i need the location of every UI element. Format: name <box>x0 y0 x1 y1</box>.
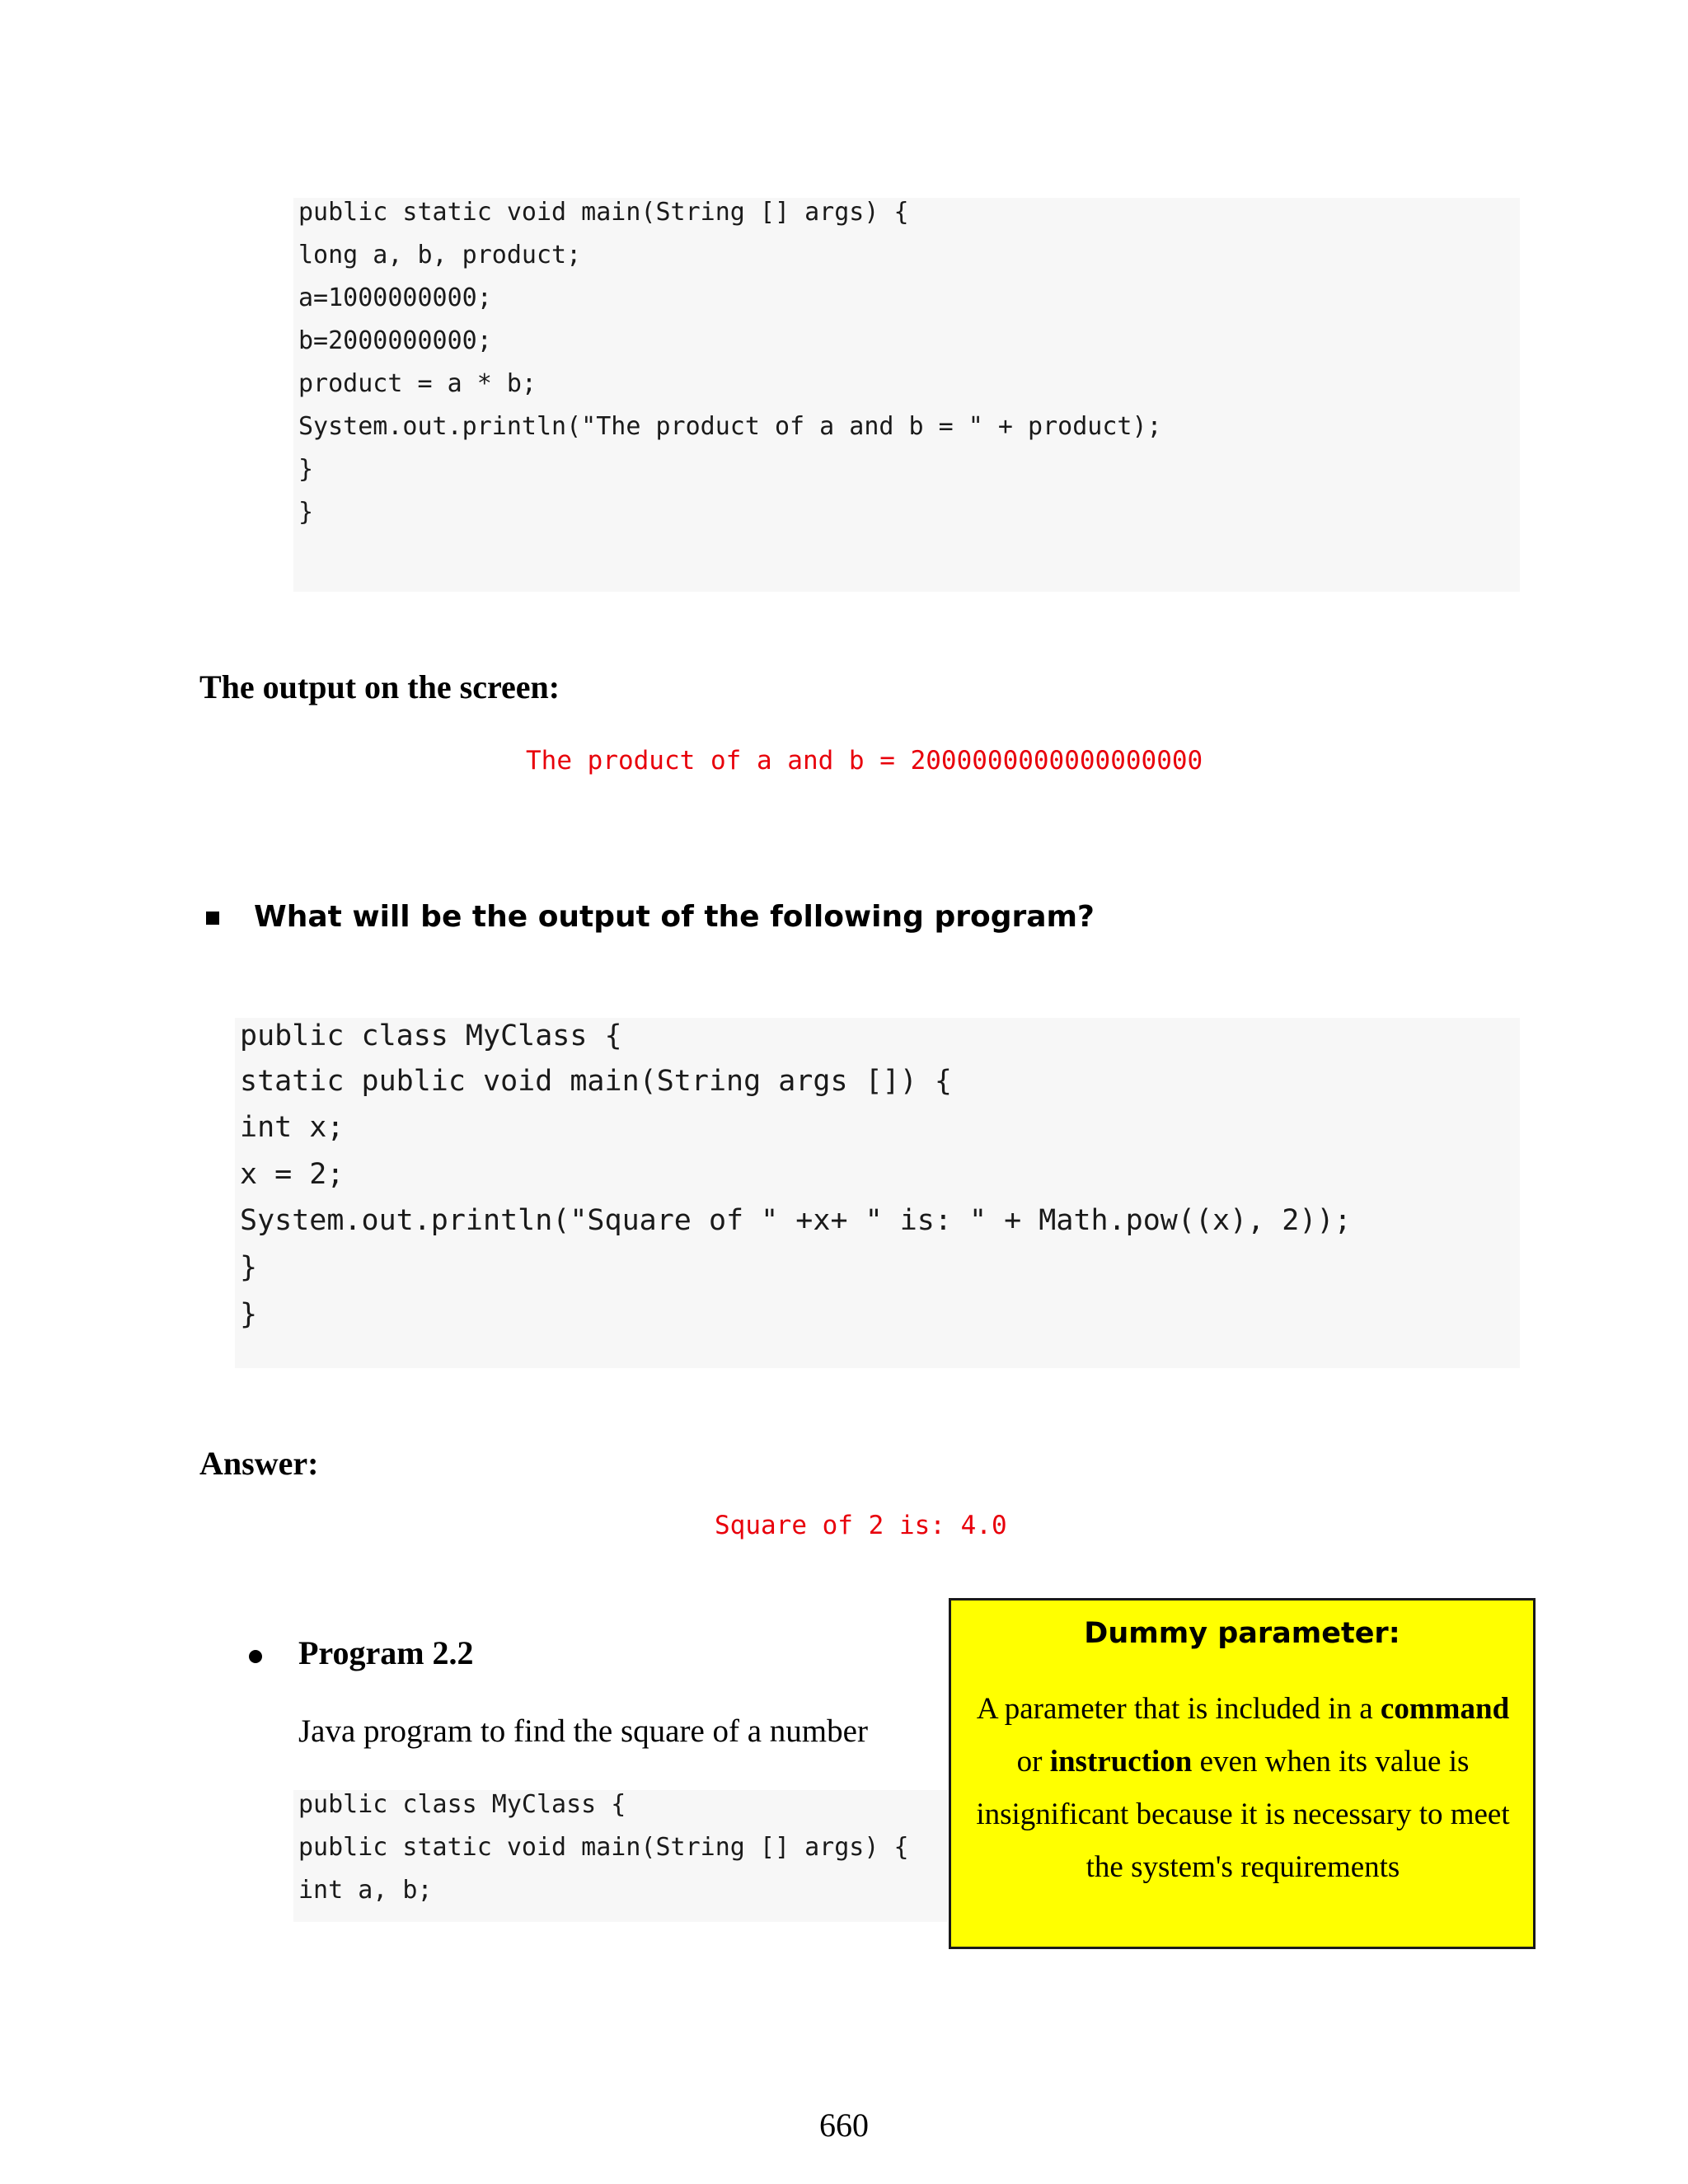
code-line: public class MyClass { <box>298 1790 626 1819</box>
callout-bold-term: instruction <box>1049 1745 1193 1779</box>
callout-text: or <box>1016 1745 1050 1779</box>
code-line: System.out.println("The product of a and b = " + product); <box>298 412 1162 441</box>
callout-text: even when its value is insignificant because it is necessary to meet the system's requirements <box>976 1745 1510 1884</box>
code-line: public static void main(String [] args) { <box>298 198 909 227</box>
program-output-1: The product of a and b = 2000000000000000000 <box>526 746 1203 776</box>
code-line: static public void main(String args []) { <box>240 1065 952 1098</box>
code-line: } <box>240 1251 258 1284</box>
output-heading: The output on the screen: <box>199 668 560 705</box>
code-line: int x; <box>240 1111 345 1144</box>
code-line: public class MyClass { <box>240 1019 622 1052</box>
code-line: int a, b; <box>298 1876 433 1905</box>
page-number: 660 <box>819 2107 869 2144</box>
code-line: public static void main(String [] args) { <box>298 1833 909 1862</box>
program-title: Program 2.2 <box>298 1634 474 1671</box>
code-line: } <box>240 1298 258 1331</box>
code-line: product = a * b; <box>298 369 537 398</box>
callout-title: Dummy parameter: <box>1084 1617 1400 1650</box>
code-line: long a, b, product; <box>298 241 582 269</box>
callout-text: A parameter that is included in a <box>976 1692 1381 1726</box>
code-line: } <box>298 498 314 527</box>
program-output-2: Square of 2 is: 4.0 <box>715 1511 1007 1540</box>
callout-body <box>968 1683 1518 1894</box>
definition-callout <box>949 1598 1536 1949</box>
code-line: a=1000000000; <box>298 284 492 312</box>
answer-heading: Answer: <box>199 1445 319 1482</box>
code-block-main-product <box>293 198 1520 592</box>
code-line: System.out.println("Square of " +x+ " is: " + Math.pow((x), 2)); <box>240 1204 1352 1237</box>
program-description: Java program to find the square of a number <box>298 1713 868 1749</box>
dot-bullet-icon <box>249 1650 262 1663</box>
callout-bold-term: command <box>1380 1692 1510 1726</box>
question-heading: What will be the output of the following program? <box>254 900 1095 934</box>
code-block-square <box>235 1018 1520 1368</box>
code-block-program-2-2 <box>293 1790 948 1922</box>
code-line: } <box>298 455 314 484</box>
code-line: b=2000000000; <box>298 326 492 355</box>
square-bullet-icon <box>206 912 219 925</box>
code-line: x = 2; <box>240 1158 345 1191</box>
